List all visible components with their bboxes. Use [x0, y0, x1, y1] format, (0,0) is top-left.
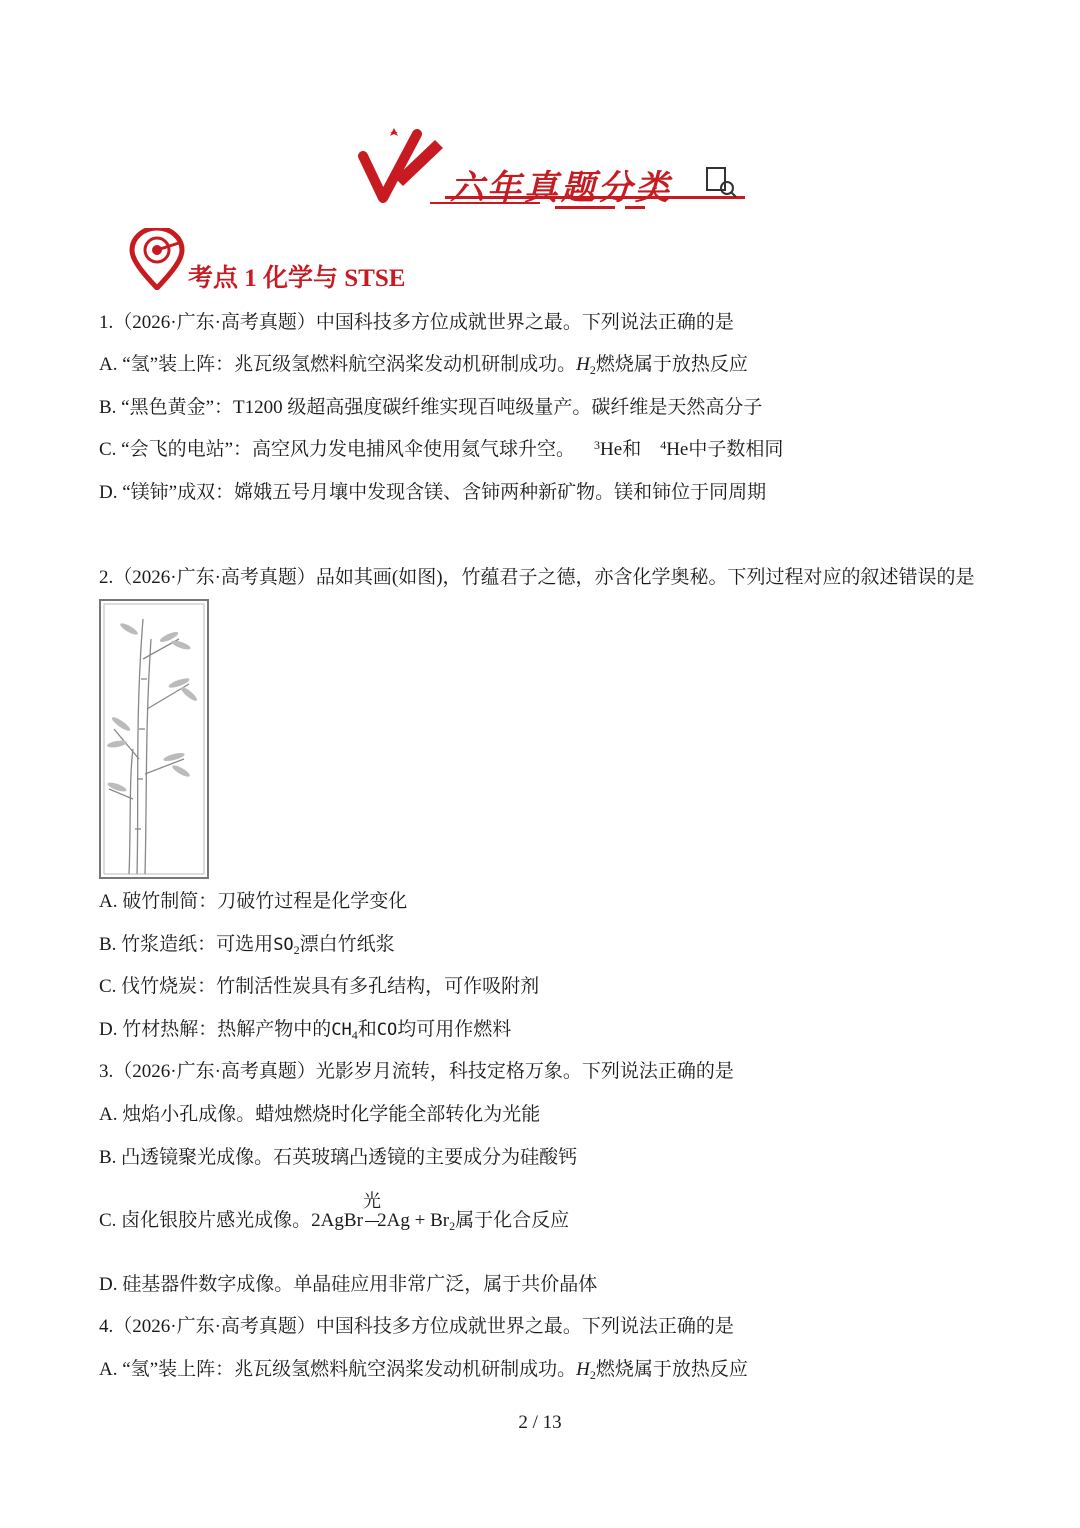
question-1-option-d: D. “镁铈”成双：嫦娥五号月壤中发现含镁、含铈两种新矿物。镁和铈位于同周期 [99, 482, 767, 503]
question-3-option-c: C. 卤化银胶片感光成像。2AgBr $2Ag + Br_2$属于化合反应 [99, 1210, 570, 1233]
target-pin-icon [128, 228, 186, 290]
question-2-option-a: A. 破竹制简：刀破竹过程是化学变化 [99, 891, 408, 912]
bamboo-painting-image [99, 599, 209, 879]
question-2-option-d: D. 竹材热解：热解产物中的$CH_4$和CO均可用作燃料 [99, 1019, 512, 1042]
question-3-option-a: A. 烛焰小孔成像。蜡烛燃烧时化学能全部转化为光能 [99, 1104, 541, 1125]
reaction-condition-label: 光 [363, 1191, 381, 1211]
question-2-option-c: C. 伐竹烧炭：竹制活性炭具有多孔结构，可作吸附剂 [99, 976, 540, 997]
question-3-option-d: D. 硅基器件数字成像。单晶硅应用非常广泛，属于共价晶体 [99, 1274, 598, 1295]
question-2-option-b: B. 竹浆造纸：可选用$SO_2$漂白竹纸浆 [99, 934, 395, 957]
question-2-stem: 2.（2026·广东·高考真题）品如其画(如图)，竹蕴君子之德，亦含化学奥秘。下列过程对应的叙述错误的是 [99, 567, 975, 588]
question-4-option-a: A. “氢”装上阵：兆瓦级氢燃料航空涡桨发动机研制成功。$H_2$燃烧属于放热反应 [99, 1359, 748, 1382]
question-3-option-b: B. 凸透镜聚光成像。石英玻璃凸透镜的主要成分为硅酸钙 [99, 1147, 578, 1168]
question-1-stem: 1.（2026·广东·高考真题）中国科技多方位成就世界之最。下列说法正确的是 [99, 312, 734, 333]
question-1-option-c: C. “会飞的电站”：高空风力发电捕风伞使用氦气球升空。 $^3$He和 $^4$He中子数相同 [99, 438, 784, 460]
section-heading: 考点 1 化学与 STSE [188, 265, 406, 292]
question-3-stem: 3.（2026·广东·高考真题）光影岁月流转，科技定格万象。下列说法正确的是 [99, 1061, 734, 1082]
banner-title: 六年真题分类 [450, 168, 672, 208]
reaction-equals-sign [365, 1221, 379, 1226]
question-4-stem: 4.（2026·广东·高考真题）中国科技多方位成就世界之最。下列说法正确的是 [99, 1316, 734, 1337]
page-number: 2 / 13 [518, 1412, 562, 1433]
question-1-option-a: A. “氢”装上阵：兆瓦级氢燃料航空涡桨发动机研制成功。$H_2$燃烧属于放热反应 [99, 354, 748, 377]
question-1-option-b: B. “黑色黄金”：T1200 级超高强度碳纤维实现百吨级量产。碳纤维是天然高分子 [99, 397, 763, 418]
